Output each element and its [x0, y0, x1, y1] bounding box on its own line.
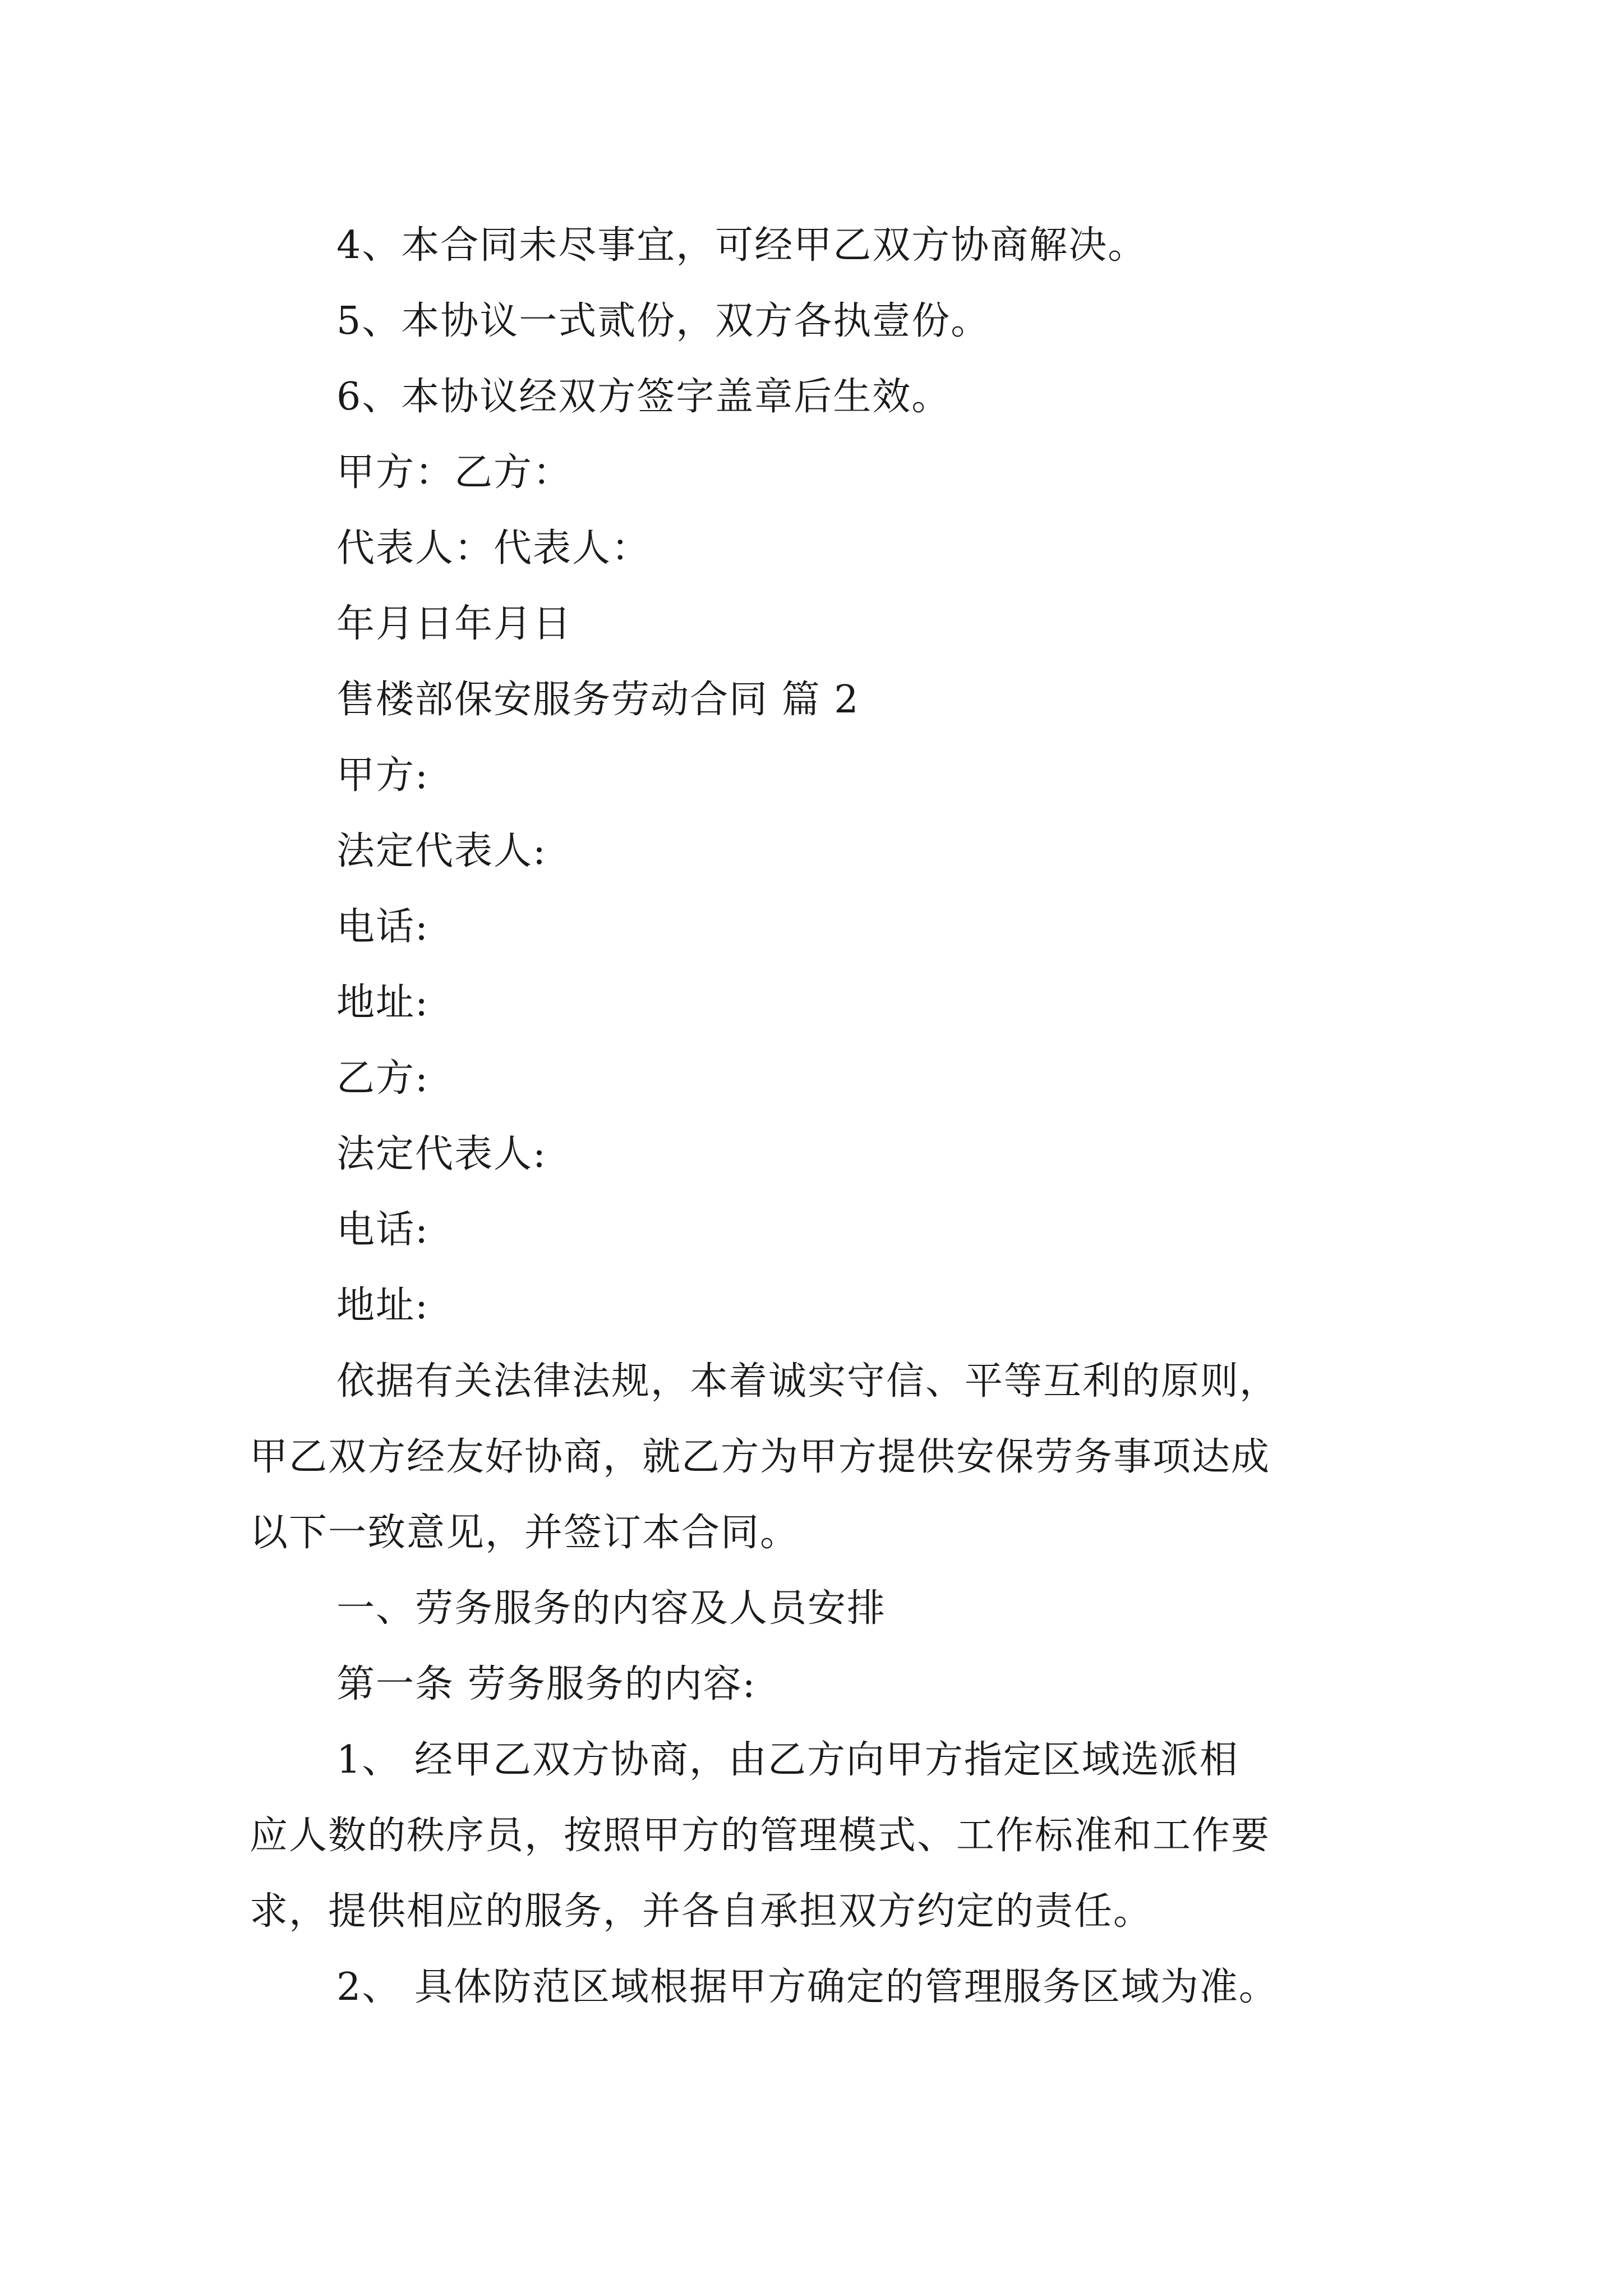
item-1-line-3: 求，提供相应的服务，并各自承担双方约定的责任。 — [250, 1889, 1153, 1934]
preamble-line-2: 甲乙双方经友好协商，就乙方为甲方提供安保劳务事项达成 — [250, 1435, 1271, 1479]
signature-parties: 甲方：乙方： — [336, 450, 573, 495]
section-title: 售楼部保安服务劳动合同 篇 2 — [336, 678, 860, 722]
signature-representatives: 代表人：代表人： — [336, 526, 651, 570]
item-1-line-1: 1、 经甲乙双方协商，由乙方向甲方指定区域选派相 — [336, 1738, 1239, 1782]
item-2: 2、 具体防范区域根据甲方确定的管理服务区域为准。 — [336, 1965, 1278, 2009]
signature-dates: 年月日年月日 — [336, 602, 573, 646]
party-a-label: 甲方: — [336, 753, 429, 798]
chapter-heading: 一、劳务服务的内容及人员安排 — [336, 1586, 887, 1631]
party-a-legal-rep: 法定代表人: — [336, 829, 547, 873]
preamble-line-1: 依据有关法律法规，本着诚实守信、平等互利的原则， — [336, 1359, 1279, 1404]
party-b-address: 地址: — [336, 1283, 429, 1328]
party-b-label: 乙方: — [336, 1056, 429, 1101]
article-heading: 第一条 劳务服务的内容: — [336, 1662, 757, 1706]
clause-4: 4、本合同未尽事宜，可经甲乙双方协商解决。 — [336, 223, 1147, 268]
item-1-line-2: 应人数的秩序员，按照甲方的管理模式、工作标准和工作要 — [250, 1814, 1271, 1858]
party-a-phone: 电话: — [336, 905, 429, 949]
preamble-line-3: 以下一致意见，并签订本合同。 — [250, 1511, 800, 1555]
clause-6: 6、本协议经双方签字盖章后生效。 — [336, 375, 951, 419]
party-a-address: 地址: — [336, 981, 429, 1025]
clause-5: 5、本协议一式贰份，双方各执壹份。 — [336, 299, 990, 343]
party-b-legal-rep: 法定代表人: — [336, 1132, 547, 1176]
party-b-phone: 电话: — [336, 1208, 429, 1252]
